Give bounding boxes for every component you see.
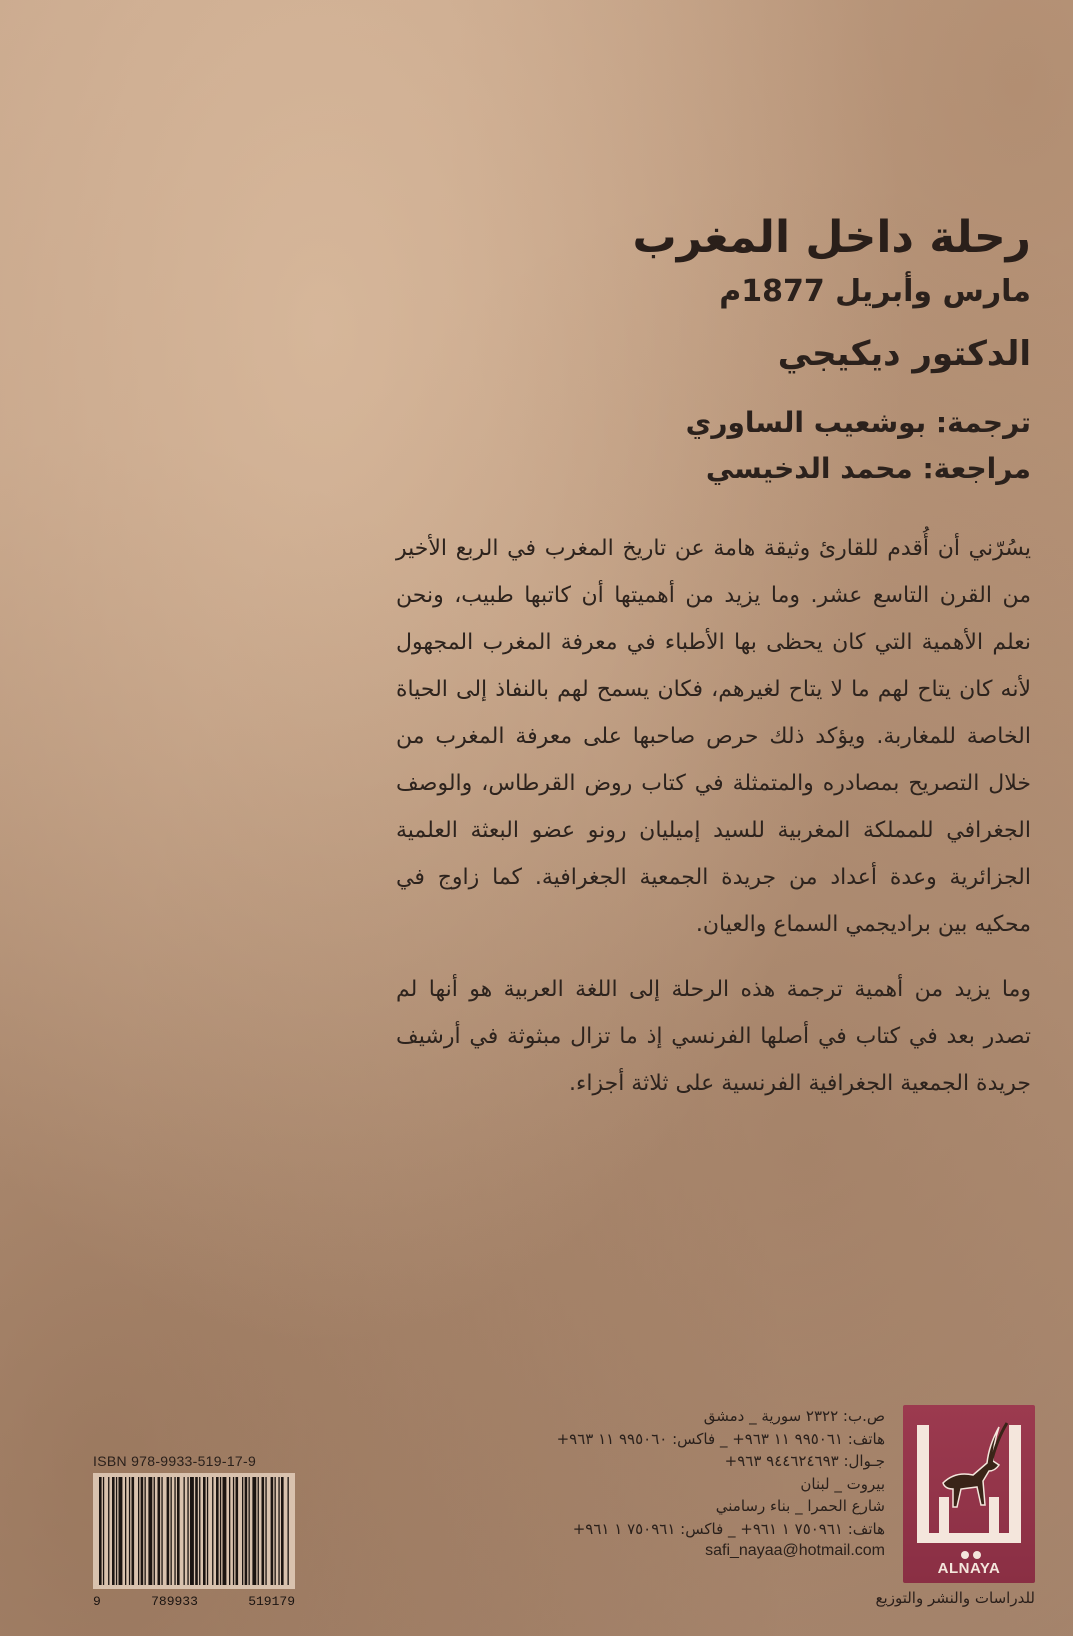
barcode-digit-group: 789933 <box>151 1594 198 1609</box>
barcode-digit-group: 9 <box>93 1594 101 1609</box>
barcode-bar <box>275 1477 276 1585</box>
barcode-bar <box>220 1477 221 1585</box>
barcode-bar <box>229 1477 230 1585</box>
barcode-bar <box>212 1477 213 1585</box>
barcode-bar <box>116 1477 117 1585</box>
description-paragraph-2: وما يزيد من أهمية ترجمة هذه الرحلة إلى اللغة العربية هو أنها لم تصدر بعد في كتاب في أصلها الفرنسي إذ ما تزال مبثوثة في أرشيف جريدة الجمعية الجغرافية الفرنسية على ثلاثة أجزاء. <box>396 977 1031 1096</box>
barcode-bar <box>195 1477 198 1585</box>
barcode-bar <box>199 1477 200 1585</box>
barcode-bar <box>184 1477 185 1585</box>
publisher-logo-latin: ALNAYA <box>937 1560 1001 1577</box>
barcode-bar <box>154 1477 155 1585</box>
barcode-bar <box>278 1477 279 1585</box>
translator-line: ترجمة: بوشعيب الساوري <box>685 406 1031 439</box>
publisher-contact <box>525 1405 885 1563</box>
barcode-bar <box>158 1477 161 1585</box>
contact-line: شارع الحمرا _ بناء رسامني <box>715 1497 885 1515</box>
barcode <box>93 1473 295 1609</box>
publisher-block <box>535 1405 1035 1620</box>
book-author: الدكتور ديكيجي <box>777 334 1031 374</box>
barcode-digit-group: 519179 <box>248 1594 295 1609</box>
barcode-bar <box>148 1477 152 1585</box>
contact-line: هاتف: ٩٩٥٠٦١ ١١ ٩٦٣+ _ فاكس: ٩٩٥٠٦٠ ١١ ٩٦٣+ <box>556 1429 885 1448</box>
barcode-bar <box>138 1477 139 1585</box>
credits <box>331 400 1031 492</box>
barcode-bar <box>161 1477 162 1585</box>
barcode-digits <box>93 1594 295 1609</box>
publisher-email: safi_nayaa@hotmail.com <box>705 1542 885 1559</box>
isbn-block <box>93 1453 295 1609</box>
barcode-bar <box>203 1477 206 1585</box>
barcode-bar <box>132 1477 135 1585</box>
barcode-bar <box>99 1477 102 1585</box>
barcode-bar <box>249 1477 250 1585</box>
barcode-bar <box>265 1477 266 1585</box>
barcode-bar <box>119 1477 123 1585</box>
contact-line: بيروت _ لبنان <box>800 1474 885 1493</box>
barcode-bar <box>252 1477 256 1585</box>
barcode-bar <box>281 1477 284 1585</box>
antelope-icon <box>903 1405 1035 1583</box>
publisher-logo <box>903 1405 1035 1583</box>
barcode-bar <box>223 1477 227 1585</box>
barcode-bar <box>207 1477 208 1585</box>
barcode-bar <box>103 1477 104 1585</box>
title-block <box>331 210 1031 492</box>
book-title: رحلة داخل المغرب <box>632 212 1031 263</box>
barcode-bar <box>145 1477 146 1585</box>
book-subtitle: مارس وأبريل 1877م <box>719 274 1031 309</box>
barcode-bar <box>177 1477 180 1585</box>
reviewer-line: مراجعة: محمد الدخيسي <box>705 452 1031 485</box>
barcode-bar <box>167 1477 170 1585</box>
barcode-bar <box>262 1477 265 1585</box>
barcode-bar <box>236 1477 239 1585</box>
barcode-bar <box>141 1477 144 1585</box>
barcode-bar <box>108 1477 109 1585</box>
book-description <box>396 525 1031 1125</box>
barcode-bar <box>112 1477 115 1585</box>
isbn-label: ISBN 978-9933-519-17-9 <box>93 1453 257 1469</box>
barcode-bar <box>242 1477 243 1585</box>
contact-line: هاتف: ٧٥٠٩٦١ ١ ٩٦١+ _ فاكس: ٧٥٠٩٦١ ١ ٩٦١+ <box>572 1519 885 1538</box>
publisher-tagline: للدراسات والنشر والتوزيع <box>875 1589 1035 1607</box>
barcode-bar <box>258 1477 259 1585</box>
barcode-bar <box>271 1477 274 1585</box>
barcode-bar <box>187 1477 188 1585</box>
barcode-bar <box>129 1477 130 1585</box>
barcode-bar <box>125 1477 126 1585</box>
description-paragraph-1: يسُرّني أن أُقدم للقارئ وثيقة هامة عن تاريخ المغرب في الربع الأخير من القرن التاسع عشر. وما يزيد من أهميتها أن كاتبها طبيب، ونحن نعلم الأهمية التي كان يحظى بها الأطباء في معرفة المغرب المجهول لأنه كان يتاح لهم ما لا يتاح لغيرهم، فكان يسمح لهم بالنفاذ إلى الحياة الخاصة للمغاربة. ويؤكد ذلك حرص صاحبها على معرفة المغرب من خلال التصريح بمصادره والمتمثلة في كتاب روض القرطاس، والوصف الجغرافي للمملكة المغربية للسيد إميليان رونو عضو البعثة العلمية الجزائرية وعدة أعداد من جريدة الجمعية الجغرافية. كما زاوج في محكيه بين براديجمي السماع والعيان. <box>396 536 1031 937</box>
barcode-bar <box>245 1477 248 1585</box>
contact-line: جـوال: ٩٤٤٦٢٤٦٩٣ ٩٦٣+ <box>724 1452 885 1470</box>
barcode-bar <box>216 1477 219 1585</box>
barcode-bar <box>171 1477 172 1585</box>
barcode-bar <box>190 1477 194 1585</box>
barcode-bar <box>174 1477 175 1585</box>
barcode-bar <box>288 1477 289 1585</box>
contact-line: ص.ب: ٢٣٢٢ سورية _ دمشق <box>703 1407 885 1425</box>
barcode-icon <box>93 1473 295 1589</box>
barcode-bar <box>233 1477 234 1585</box>
